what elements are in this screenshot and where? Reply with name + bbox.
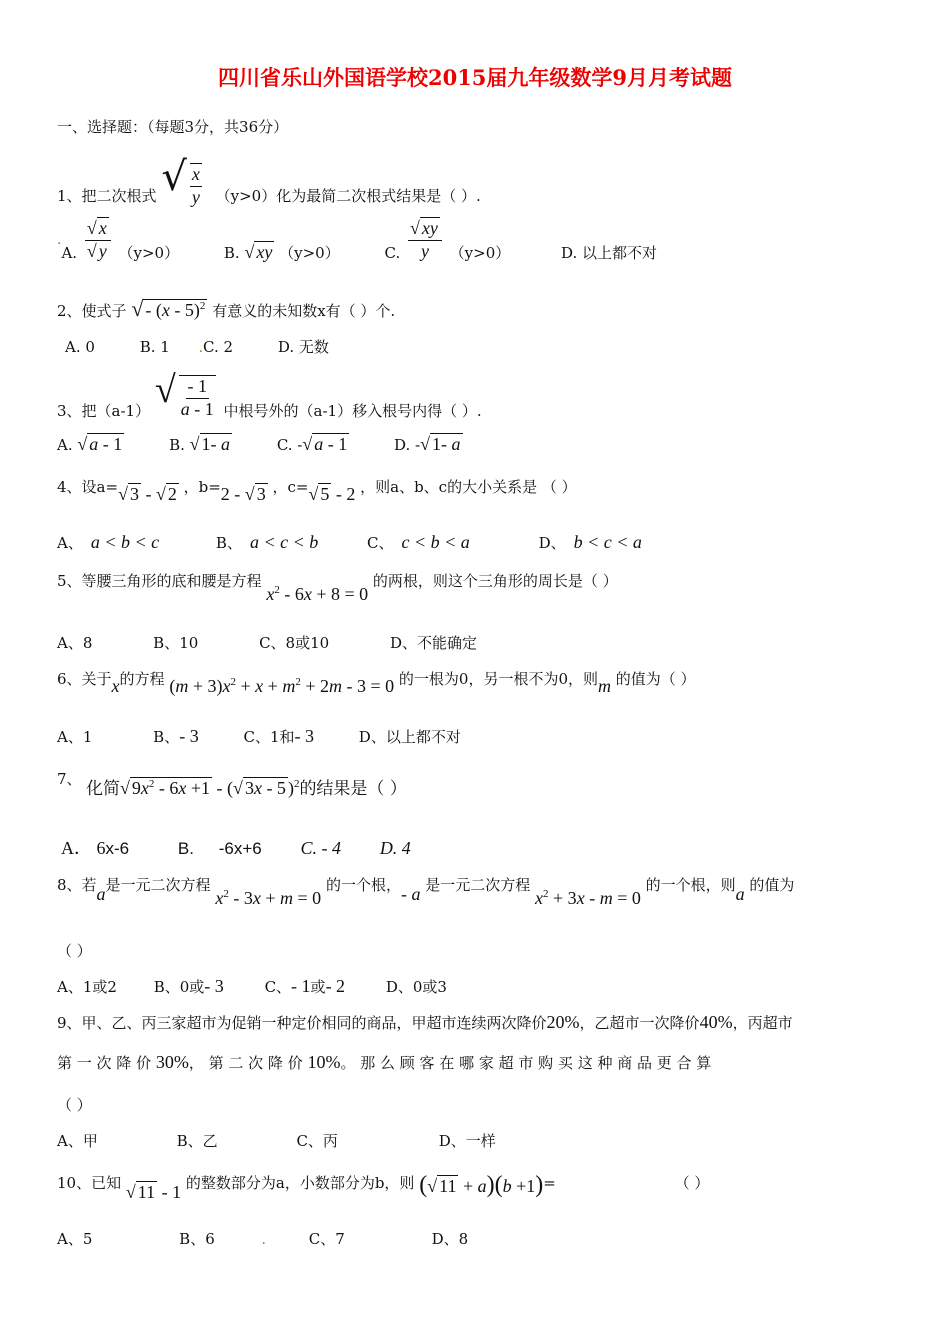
question-2-options: A. 0 B. 1 .C. 2 D. 无数 (65, 338, 329, 356)
question-3: 3、把（a-1） √ $\frac{- 1}{a - 1}$ 中根号外的（a-1）移入根号内得（ ）. (57, 369, 482, 420)
question-1: 1、把二次根式 √ $\frac{x}{y}$ （y>0）化为最简二次根式结果是（ ）. (57, 154, 481, 207)
question-3-options: A. √ a - 1 B. √ 1- a C. -√ a - 1 D. -√ 1- a (57, 434, 461, 454)
question-1-options: .A. $\frac{√ x}{√ y}$ （y>0） B. √ xy （y>0） C. $\frac{√ xy}{y}$ （y>0） D. 以上都不对 (57, 218, 658, 263)
question-8-paren: （ ） (57, 942, 92, 960)
question-6-options: A、1 B、- 3 C、1和- 3 D、以上都不对 (57, 726, 461, 746)
question-8: 8、若a是一元二次方程 $x^2 - 3x + m = 0$ 的一个根，- a 是一元二次方程 $x^2 + 3x - m = 0$ 的一个根，则a 的值为 (57, 876, 795, 908)
question-7: 7、 (57, 770, 82, 788)
question-4-options: A、 a < b < c B、 a < c < b C、 c < b < a D、 b < c < a (57, 532, 642, 552)
question-10-options: A、5 B、6 . C、7 D、8 (57, 1230, 469, 1248)
question-6: 6、关于x的方程 $(m + 3)x^2 + x + m^2 + 2m - 3 = 0$ 的一根为0，另一根不为0，则m 的值为（ ） (57, 670, 696, 696)
question-9-line-2: 第 一 次 降 价 30%， 第 二 次 降 价 10%。 那 么 顾 客 在 哪 家 超 市 购 买 这 种 商 品 更 合 算 (57, 1052, 712, 1072)
question-9-options: A、甲 B、乙 C、丙 D、一样 (57, 1132, 496, 1150)
section-heading: 一、选择题：（每题3分，共36分） (57, 118, 289, 136)
exam-title: 四川省乐山外国语学校2015届九年级数学9月月考试题 (217, 65, 733, 90)
question-9-paren: （ ） (57, 1096, 92, 1114)
question-5-options: A、8 B、10 C、8或10 D、不能确定 (57, 634, 477, 652)
question-2: 2、使式子 √ - (x - 5)$^2$ 有意义的未知数x有（ ）个. (57, 296, 396, 321)
question-10: 10、已知 √ 11 - 1 的整数部分为a，小数部分为b，则 (√ 11 + a)(b +1)= （ ） (57, 1172, 710, 1202)
question-7-expression: 化简√ $9x^2 - 6x +1$ - (√ 3x - 5 )$^2$的结果是（ ） (86, 778, 407, 799)
question-9-line-1: 9、甲、乙、丙三家超市为促销一种定价相同的商品，甲超市连续两次降价20%，乙超市一次降价40%，丙超市 (57, 1012, 793, 1032)
question-4: 4、设a=√ 3 - √ 2 ，b=2 - √ 3 ，c=√ 5 - 2 ，则a、b、c的大小关系是 （ ） (57, 478, 577, 504)
question-7-options: A． 6x-6 B. -6x+6 C. - 4 D. 4 (61, 838, 411, 858)
question-8-options: A、1或2 B、0或- 3 C、- 1或- 2 D、0或3 (57, 976, 447, 996)
question-5: 5、等腰三角形的底和腰是方程 $x^2 - 6x + 8 = 0$ 的两根，则这个三角形的周长是（ ） (57, 572, 618, 604)
sqrt-x-over-y: √ $\frac{x}{y}$ (161, 154, 200, 207)
